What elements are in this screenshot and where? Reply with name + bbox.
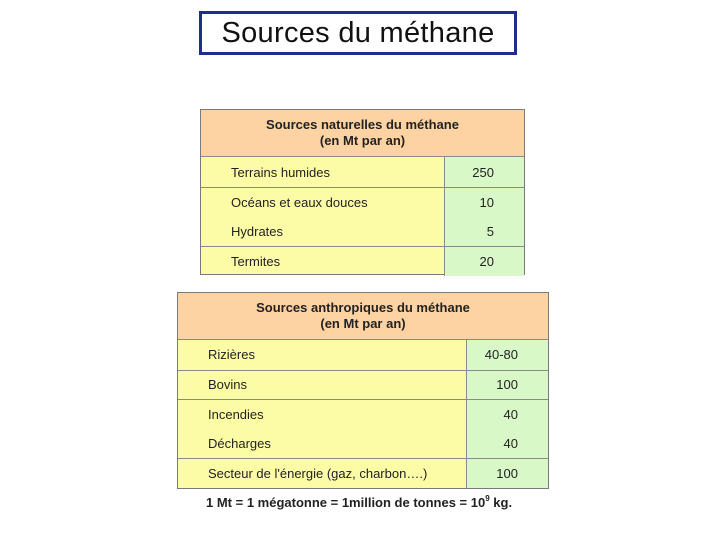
row-label: Bovins: [208, 377, 248, 393]
row-label: Rizières: [208, 347, 255, 363]
row-label: Hydrates: [231, 223, 284, 239]
row-label: Océans et eaux douces: [231, 194, 368, 210]
anthropic-header-line1: Sources anthropiques du méthane: [256, 300, 470, 315]
table-row: [178, 458, 548, 488]
row-value: 100: [466, 371, 548, 400]
natural-header-line2: (en Mt par an): [319, 133, 406, 148]
row-value: 5: [444, 217, 524, 247]
table-row: [201, 217, 524, 247]
row-value: 40: [466, 429, 548, 459]
unit-footnote: [206, 495, 512, 510]
row-value: 40-80: [466, 340, 548, 370]
table-row: [201, 246, 524, 276]
table-row: [178, 370, 548, 400]
table-row: [178, 399, 548, 429]
anthropic-header-line2: (en Mt par an): [320, 316, 406, 331]
row-label: Incendies: [208, 406, 264, 422]
row-label: Décharges: [208, 436, 271, 452]
row-label: Terrains humides: [231, 164, 330, 180]
natural-header-line1: Sources naturelles du méthane: [266, 117, 459, 132]
row-label: Termites: [231, 253, 281, 269]
title-box: [199, 11, 517, 55]
row-value: 100: [466, 459, 548, 488]
page-title: Sources du méthane: [221, 16, 495, 49]
row-value: 10: [444, 188, 524, 217]
row-label: Secteur de l'énergie (gaz, charbon….): [208, 466, 428, 482]
table-row: [178, 340, 548, 370]
row-value: 20: [444, 247, 524, 276]
footnote-exponent: 9: [485, 494, 490, 503]
footnote-main: 1 Mt = 1 mégatonne = 1million de tonnes = 10: [206, 495, 486, 510]
natural-sources-table: [200, 109, 525, 275]
table-row: [201, 157, 524, 187]
row-value: 250: [444, 157, 524, 187]
table-row: [201, 187, 524, 217]
row-value: 40: [466, 400, 548, 429]
anthropic-sources-table: [177, 292, 549, 489]
natural-table-header: [201, 110, 524, 157]
table-row: [178, 429, 548, 459]
footnote-unit: kg.: [489, 495, 513, 510]
anthropic-table-header: [178, 293, 548, 340]
